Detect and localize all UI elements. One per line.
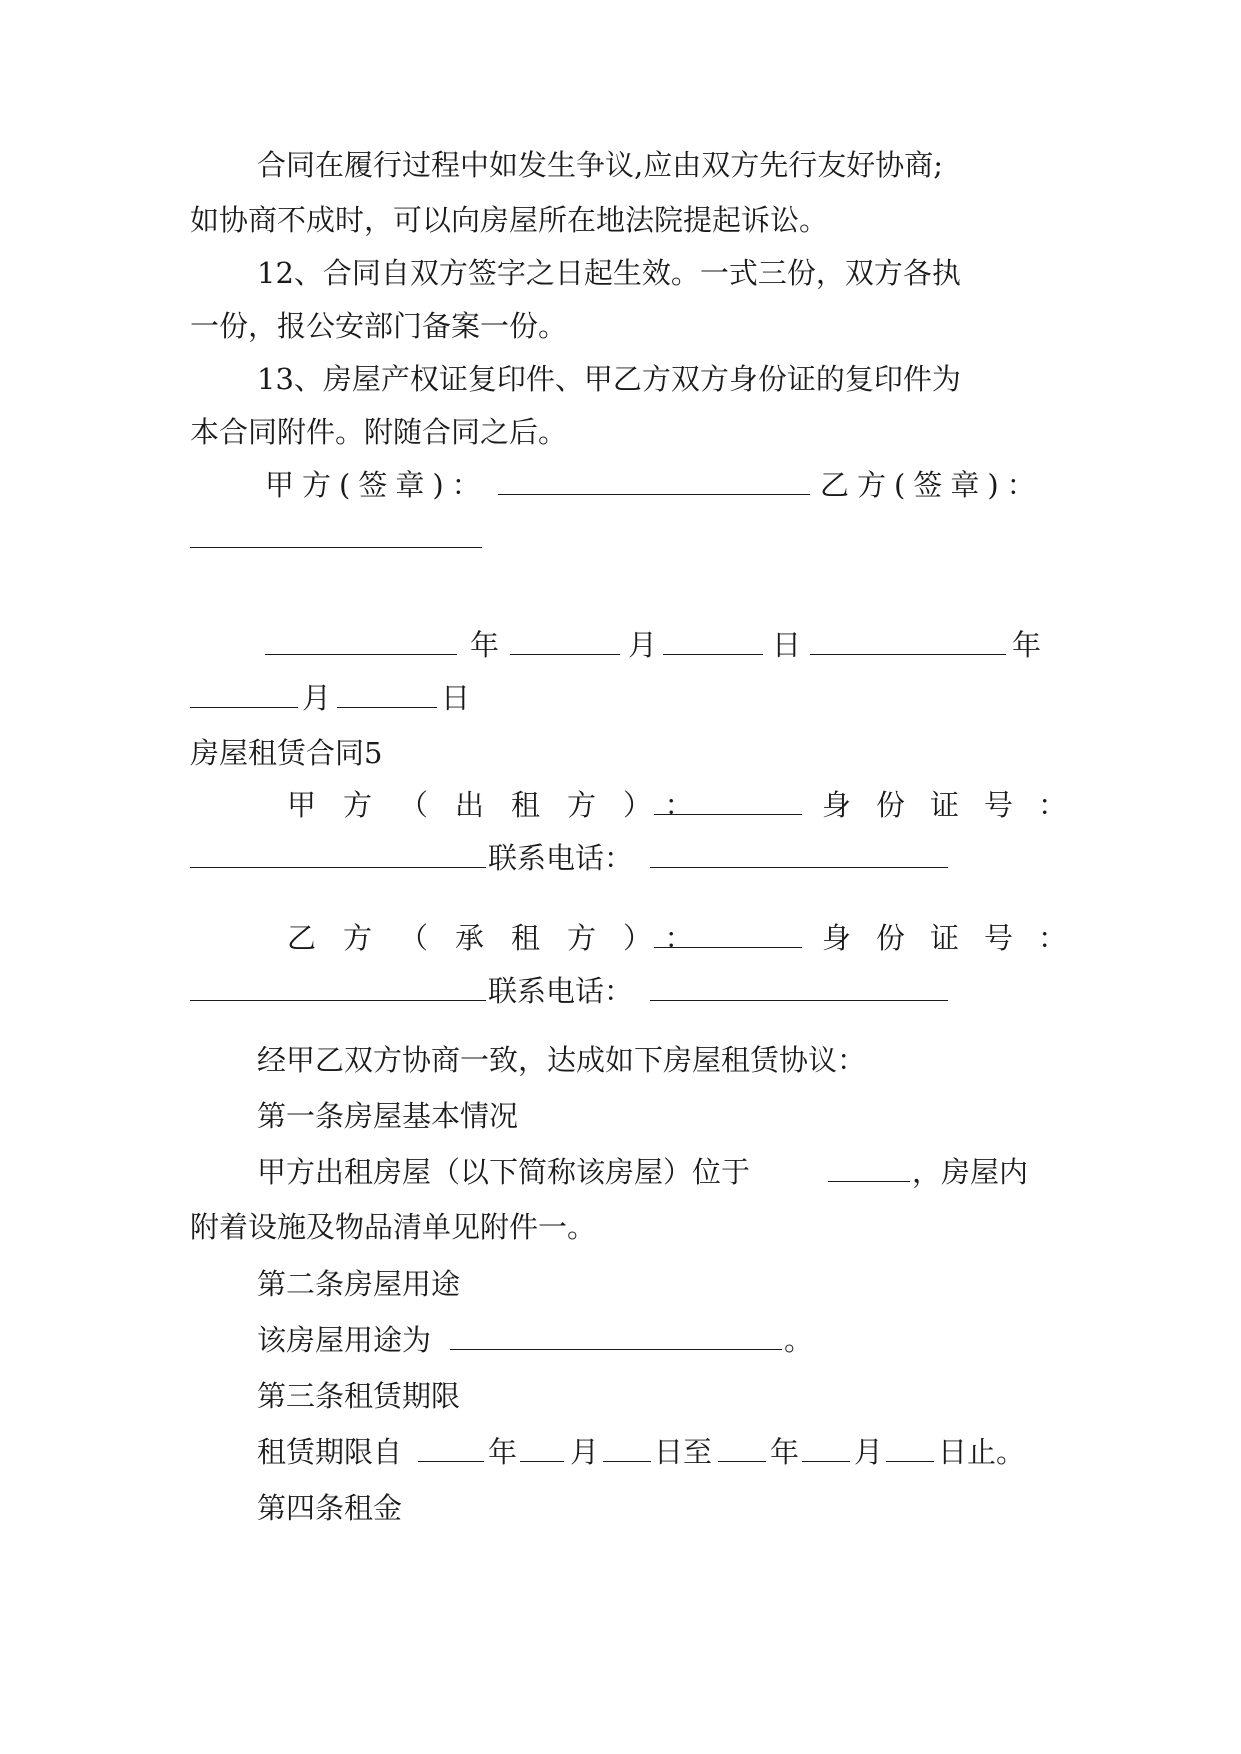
article-1-text-b: ，房屋内 bbox=[912, 1155, 1029, 1189]
article-3-title: 第三条租赁期限 bbox=[257, 1379, 461, 1413]
lease-end-day-blank[interactable] bbox=[886, 1432, 934, 1472]
party-b-month-blank[interactable] bbox=[190, 678, 298, 718]
article-1-title: 第一条房屋基本情况 bbox=[257, 1099, 519, 1133]
lessor-phone-label: 联系电话： bbox=[488, 841, 634, 875]
lessee-phone-label: 联系电话： bbox=[488, 974, 634, 1008]
agreement-intro: 经甲乙双方协商一致，达成如下房屋租赁协议： bbox=[257, 1043, 867, 1077]
lease-start-month-blank[interactable] bbox=[520, 1432, 564, 1472]
lessee-name-blank[interactable] bbox=[654, 918, 802, 958]
article-1-text-a: 甲方出租房屋（以下简称该房屋）位于 bbox=[257, 1155, 751, 1189]
article-2-text-a: 该房屋用途为 bbox=[257, 1323, 432, 1357]
lease-start-month-label: 月 bbox=[570, 1435, 600, 1469]
paragraph-13-line2: 本合同附件。附随合同之后。 bbox=[190, 415, 568, 449]
lease-end-year-label: 年 bbox=[770, 1435, 800, 1469]
party-a-day-label: 日 bbox=[772, 628, 802, 662]
contract-title: 房屋租赁合同5 bbox=[190, 736, 383, 770]
paragraph-12-line2: 一份，报公安部门备案一份。 bbox=[190, 309, 568, 343]
party-a-year-blank[interactable] bbox=[265, 625, 457, 665]
lease-end-year-blank[interactable] bbox=[718, 1432, 766, 1472]
house-usage-blank[interactable] bbox=[450, 1320, 782, 1360]
lease-day-end-label: 日止。 bbox=[938, 1435, 1026, 1469]
lease-term-start-label: 租赁期限自 bbox=[257, 1435, 403, 1469]
lessor-phone-blank[interactable] bbox=[650, 838, 948, 878]
lessor-id-blank[interactable] bbox=[190, 838, 486, 878]
party-a-month-label: 月 bbox=[628, 628, 658, 662]
party-a-day-blank[interactable] bbox=[663, 625, 763, 665]
paragraph-dispute-line1: 合同在履行过程中如发生争议,应由双方先行友好协商; bbox=[257, 148, 943, 182]
party-b-month-label: 月 bbox=[302, 681, 332, 715]
party-b-year-blank[interactable] bbox=[810, 625, 1006, 665]
lessor-name-blank[interactable] bbox=[654, 785, 802, 825]
party-a-month-blank[interactable] bbox=[510, 625, 620, 665]
lessor-label: 甲方（出租方）： bbox=[287, 788, 721, 822]
article-2-text-b: 。 bbox=[784, 1323, 814, 1357]
article-2-title: 第二条房屋用途 bbox=[257, 1267, 461, 1301]
lease-start-year-blank[interactable] bbox=[418, 1432, 484, 1472]
lease-end-month-blank[interactable] bbox=[802, 1432, 850, 1472]
lease-start-year-label: 年 bbox=[488, 1435, 518, 1469]
lessee-id-blank[interactable] bbox=[190, 971, 486, 1011]
paragraph-13-line1: 13、房屋产权证复印件、甲乙方双方身份证的复印件为 bbox=[257, 362, 961, 396]
lease-day-to-label: 日至 bbox=[654, 1435, 713, 1469]
lessee-label: 乙方（承租方）： bbox=[287, 921, 721, 955]
paragraph-dispute-line2: 如协商不成时，可以向房屋所在地法院提起诉讼。 bbox=[190, 203, 829, 237]
party-b-day-blank[interactable] bbox=[337, 678, 437, 718]
lessee-id-label: 身份证号： bbox=[822, 921, 1093, 955]
party-a-signature-label: 甲方(签章)： bbox=[265, 468, 489, 502]
lessee-phone-blank[interactable] bbox=[650, 971, 948, 1011]
party-b-day-label: 日 bbox=[441, 681, 471, 715]
party-b-signature-blank[interactable] bbox=[190, 518, 482, 558]
lessor-id-label: 身份证号： bbox=[822, 788, 1093, 822]
article-1-text-line2: 附着设施及物品清单见附件一。 bbox=[190, 1210, 597, 1244]
house-location-blank[interactable] bbox=[828, 1152, 910, 1192]
paragraph-12-line1: 12、合同自双方签字之日起生效。一式三份，双方各执 bbox=[257, 256, 961, 290]
party-a-year-label: 年 bbox=[470, 628, 500, 662]
lease-start-day-blank[interactable] bbox=[603, 1432, 651, 1472]
party-b-signature-label: 乙方(签章)： bbox=[820, 468, 1044, 502]
party-b-year-label: 年 bbox=[1012, 628, 1042, 662]
article-4-title: 第四条租金 bbox=[257, 1491, 403, 1525]
party-a-signature-blank[interactable] bbox=[498, 465, 810, 505]
lease-end-month-label: 月 bbox=[854, 1435, 884, 1469]
